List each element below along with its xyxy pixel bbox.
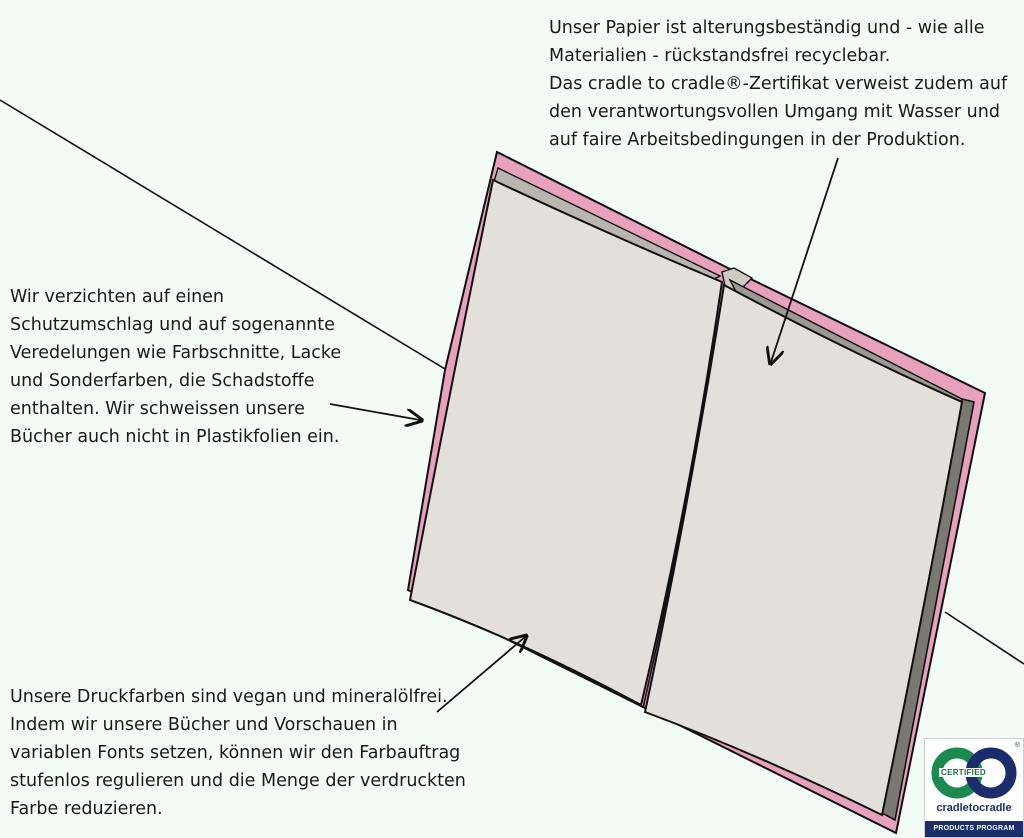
badge-certified-label: CERTIFIED [941,768,986,777]
badge-registered-mark: ® [1014,742,1020,749]
annotation-inks: Unsere Druckfarben sind vegan und mineralölfrei. Indem wir unsere Bücher und Vorschauen in variablen Fonts setzen, können wir den Farbauftrag stufenlos regulieren und die Menge der verdruckten Farbe reduzieren. [10,687,466,819]
badge-program-label: PRODUCTS PROGRAM [925,821,1023,837]
annotation-cover: Wir verzichten auf einen Schutzumschlag und auf sogenannte Veredelungen wie Farbschnitte, Lacke und Sonderfarben, die Schadstoffe enthalten. Wir schweissen unsere Bücher auch nicht in Plastikfolien ein. [10,287,342,447]
background-diagonal-line-end [945,612,1024,664]
badge-brand-name: cradletocradle [936,802,1012,814]
cradle-to-cradle-badge [924,738,1024,838]
annotation-paper: Unser Papier ist alterungsbeständig und - wie alle Materialien - rückstandsfrei recyclebar. Das cradle to cradle®-Zertifikat verweist zudem auf den verantwortungsvollen Umgang mit Wasser und auf faire Arbeitsbedingungen in der Produktion. [549,18,1008,150]
